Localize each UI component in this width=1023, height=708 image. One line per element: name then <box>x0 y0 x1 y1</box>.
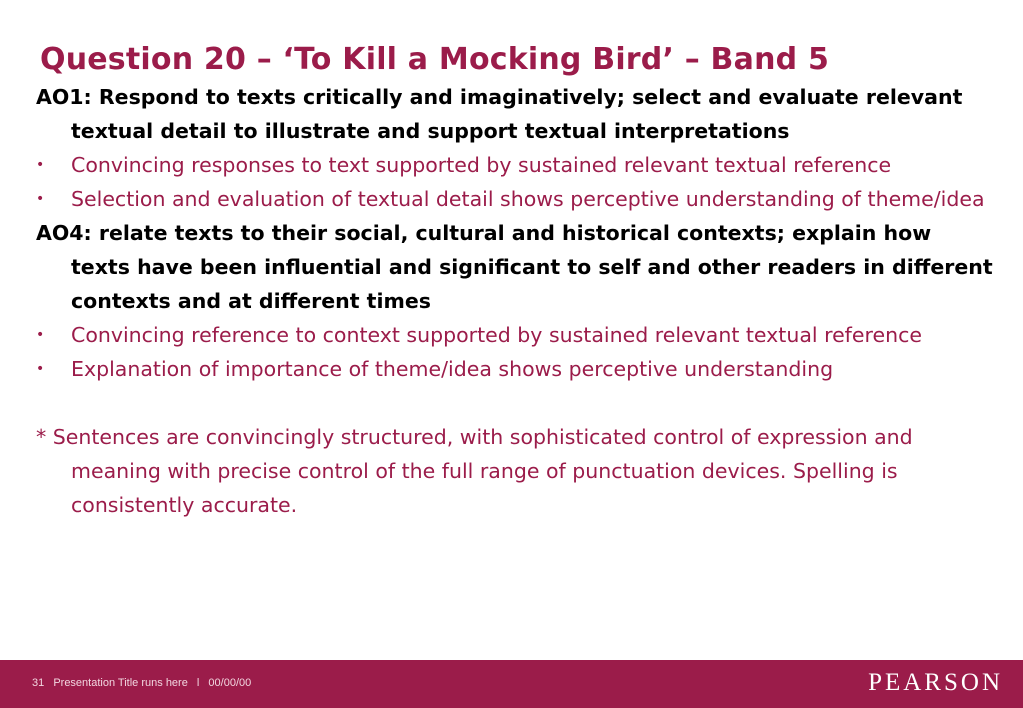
presentation-title: Presentation Title runs here <box>53 677 188 689</box>
slide-title: Question 20 – ‘To Kill a Mocking Bird’ – Band 5 <box>40 42 830 77</box>
pearson-logo: PEARSON <box>868 669 1003 696</box>
slide-content <box>36 80 996 522</box>
footer-bar <box>0 660 1023 708</box>
bullet-text: Convincing reference to context supported by sustained relevant textual reference <box>71 323 922 347</box>
slide-number: 31 <box>32 677 45 689</box>
bullet-icon: • <box>36 361 45 377</box>
bullet-icon: • <box>36 157 45 173</box>
bullet-icon: • <box>36 191 45 207</box>
ao4-heading: AO4: relate texts to their social, cultural and historical contexts; explain how texts have been influential and significant to self and other readers in different contexts and at different times <box>36 221 993 313</box>
footer-info <box>32 677 257 689</box>
footer-date: 00/00/00 <box>208 677 252 689</box>
ao1-bullet-2 <box>36 182 996 216</box>
ao1-bullet-1 <box>36 148 996 182</box>
ao1-heading: AO1: Respond to texts critically and imaginatively; select and evaluate relevant textual detail to illustrate and support textual interpretations <box>36 85 963 143</box>
bullet-text: Convincing responses to text supported by sustained relevant textual reference <box>71 153 892 177</box>
spelling-note: * Sentences are convincingly structured, with sophisticated control of expression and meaning with precise control of the full range of punctuation devices. Spelling is consistently accurate. <box>36 425 913 517</box>
bullet-icon: • <box>36 327 45 343</box>
spacer <box>36 386 996 420</box>
bullet-text: Explanation of importance of theme/idea shows perceptive understanding <box>71 357 834 381</box>
bullet-text: Selection and evaluation of textual detail shows perceptive understanding of theme/idea <box>71 187 985 211</box>
ao4-bullet-1 <box>36 318 996 352</box>
footer-separator: l <box>196 677 200 689</box>
ao4-bullet-2 <box>36 352 996 386</box>
